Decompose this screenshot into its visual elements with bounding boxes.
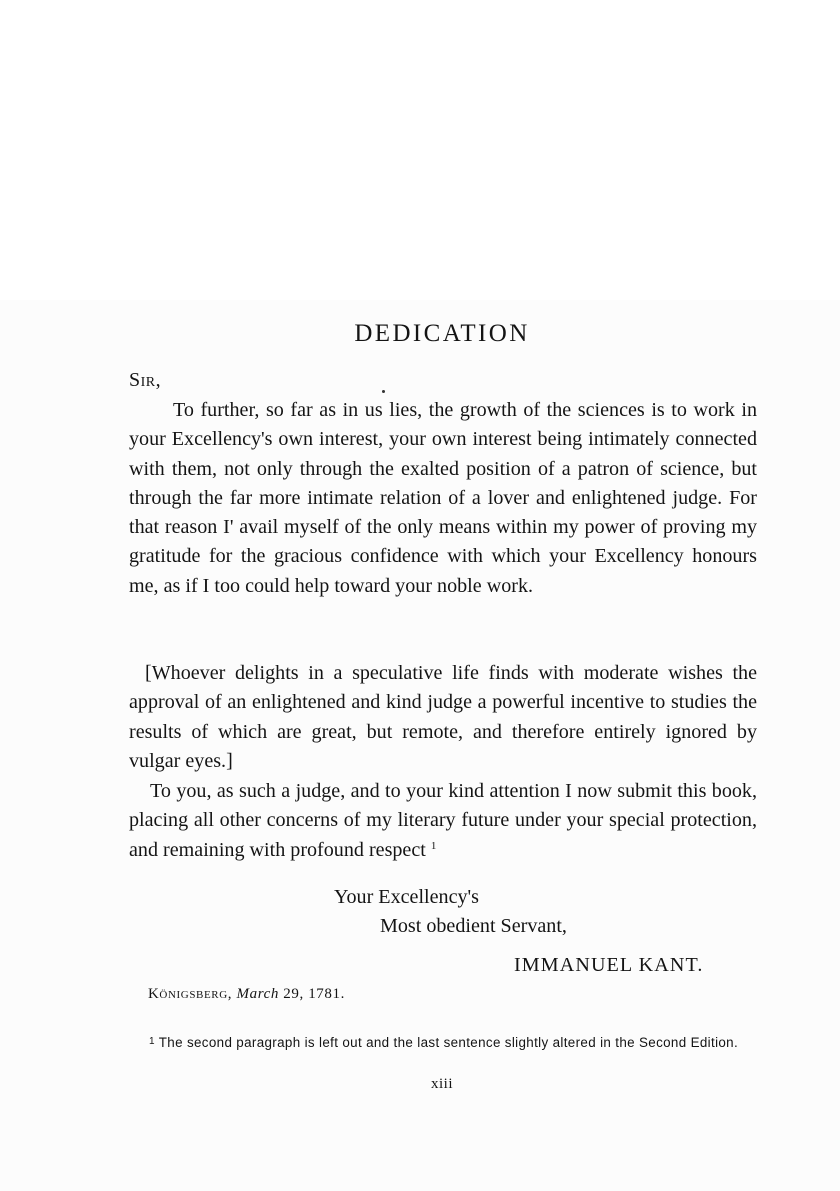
place-date [148,986,345,1003]
closing-line-2: Most obedient Servant, [380,915,567,937]
date-day-year: 29, 1781. [283,986,345,1002]
closing-line-1: Your Excellency's [334,886,480,908]
paragraph-3-text: To you, as such a judge, and to your kind attention I now submit this book, placing all other concerns of my literary future under your special protection, and remaining with profound respect [129,780,757,861]
salutation: Sir, [129,369,162,391]
footnote [128,1033,756,1052]
paragraph-1: To further, so far as in us lies, the growth of the sciences is to work in your Excellency's own interest, your own interest being intimately connected with them, not only through the exalted position of a patron of science, but through the far more intimate relation of a lover and enlightened judge. For that reason I' avail myself of the only means within my power of proving my gratitude for the gracious confidence with which your Excellency honours me, as if I too could help toward your noble work. [129,399,757,597]
print-speck [382,390,385,393]
date-month: March [236,986,279,1002]
paragraph-3 [129,777,757,865]
signature: IMMANUEL KANT. [514,954,704,976]
page-number: xiii [430,1076,453,1092]
footnote-reference: 1 [430,839,437,852]
paragraph-2: [Whoever delights in a speculative life finds with moderate wishes the approval of an enlightened and kind judge a powerful incentive to studies the results of which are great, but remote, and therefore entirely ignored by vulgar eyes.] [129,662,757,772]
page-title: DEDICATION [354,320,530,347]
footnote-text: The second paragraph is left out and the last sentence slightly altered in the Second Edition. [158,1035,739,1050]
place-name: Königsberg, [148,986,233,1002]
footnote-number: 1 [149,1036,155,1047]
